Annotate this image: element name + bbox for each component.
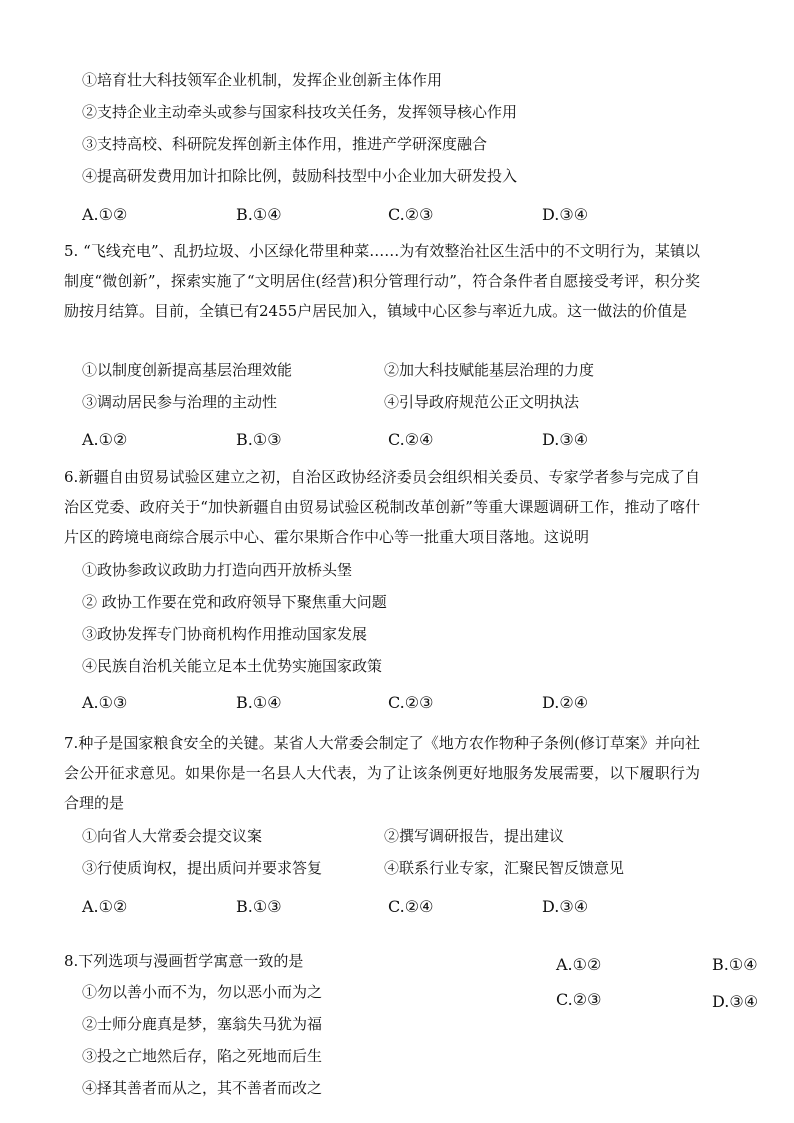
q8-option-4: ④择其善者而从之，其不善者而改之 (82, 1079, 323, 1097)
q7-choice-b: B.①③ (236, 897, 282, 916)
q4-choice-a: A.①② (82, 205, 128, 224)
q5-option-4: ④引导政府规范公正文明执法 (384, 393, 580, 411)
q6-option-2: ② 政协工作要在党和政府领导下聚焦重大问题 (82, 593, 387, 611)
q5-choice-b: B.①③ (236, 430, 282, 449)
q4-choice-b: B.①④ (236, 205, 282, 224)
q7-option-4: ④联系行业专家，汇聚民智反馈意见 (384, 859, 625, 877)
q4-option-3: ③支持高校、科研院发挥创新主体作用，推进产学研深度融合 (82, 135, 488, 153)
q8-option-2: ②士师分鹿真是梦，塞翁失马犹为福 (82, 1015, 323, 1033)
q4-option-2: ②支持企业主动牵头或参与国家科技攻关任务，发挥领导核心作用 (82, 103, 518, 121)
q6-option-3: ③政协发挥专门协商机构作用推动国家发展 (82, 625, 368, 643)
q6-option-1: ①政协参政议政助力打造向西开放桥头堡 (82, 561, 353, 579)
q8-choice-b: B.①④ (712, 955, 758, 974)
q8-choice-d: D.③④ (712, 992, 759, 1008)
q6-choice-c: C.②③ (388, 693, 434, 712)
q8-option-3: ③投之亡地然后存，陷之死地而后生 (82, 1047, 323, 1065)
q8-option-1: ①勿以善小而不为，勿以恶小而为之 (82, 983, 323, 1001)
q8-stem: 8.下列选项与漫画哲学寓意一致的是 (64, 952, 304, 970)
q4-choice-d: D.③④ (542, 205, 589, 224)
q5-option-1: ①以制度创新提高基层治理效能 (82, 361, 293, 379)
q5-option-3: ③调动居民参与治理的主动性 (82, 393, 278, 411)
q6-choice-b: B.①④ (236, 693, 282, 712)
q6-choice-d: D.②④ (542, 693, 589, 712)
q7-choice-d: D.③④ (542, 897, 589, 916)
q7-option-3: ③行使质询权，提出质问并要求答复 (82, 859, 323, 877)
q5-choice-c: C.②④ (388, 430, 434, 449)
q4-choice-c: C.②③ (388, 205, 434, 224)
q7-stem: 7.种子是国家粮食安全的关键。某省人大常委会制定了《地方农作物种子条例(修订草案》并向社会公开征求意见。如果你是一名县人大代表，为了让该条例更好地服务发展需要，以下履职行为合理的是 (64, 734, 700, 812)
q4-option-1: ①培育壮大科技领军企业机制，发挥企业创新主体作用 (82, 71, 443, 89)
q5-stem: 5. “飞线充电”、乱扔垃圾、小区绿化带里种菜……为有效整治社区生活中的不文明行为，某镇以制度“微创新”，探索实施了“文明居住(经营)积分管理行动”，符合条件者自愿接受考评，积分奖励按月结算。目前，全镇已有2455户居民加入，镇域中心区参与率近九成。这一做法的价值是 (64, 242, 700, 320)
q4-option-4: ④提高研发费用加计扣除比例，鼓励科技型中小企业加大研发投入 (82, 167, 518, 185)
q6-choice-a: A.①③ (82, 693, 128, 712)
q7-choice-c: C.②④ (388, 897, 434, 916)
q5-option-2: ②加大科技赋能基层治理的力度 (384, 361, 595, 379)
q5-choice-d: D.③④ (542, 430, 589, 449)
q5-choice-a: A.①② (82, 430, 128, 449)
q7-option-2: ②撰写调研报告，提出建议 (384, 827, 565, 845)
q8-choice-c: C.②③ (556, 990, 602, 1009)
q7-option-1: ①向省人大常委会提交议案 (82, 827, 263, 845)
q7-choice-a: A.①② (82, 897, 128, 916)
q6-stem: 6.新疆自由贸易试验区建立之初，自治区政协经济委员会组织相关委员、专家学者参与完成了自治区党委、政府关于“加快新疆自由贸易试验区税制改革创新”等重大课题调研工作，推动了喀什片区的跨境电商综合展示中心、霍尔果斯合作中心等一批重大项目落地。这说明 (64, 468, 700, 546)
q6-option-4: ④民族自治机关能立足本土优势实施国家政策 (82, 657, 383, 675)
q8-choice-a: A.①② (556, 955, 602, 974)
